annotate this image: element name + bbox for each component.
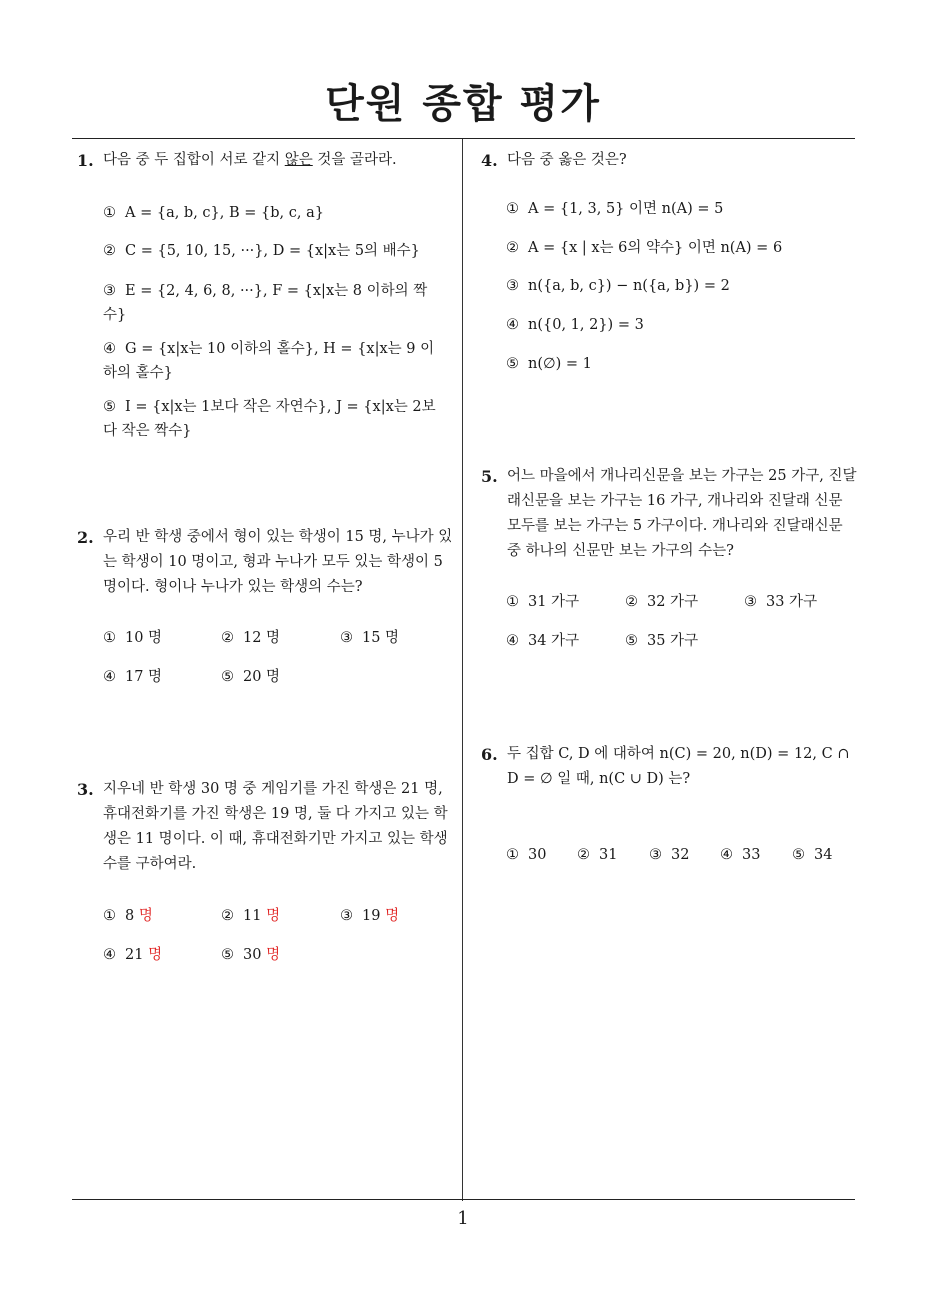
q2-option-3[interactable]: ③ 15 명 [340,630,400,646]
q6-option-2[interactable]: ② 31 [577,847,618,863]
q5-option-5[interactable]: ⑤ 35 가구 [625,633,699,649]
q5-option-4[interactable]: ④ 34 가구 [506,633,580,649]
question-5 [481,464,861,564]
question-number: 5. [481,467,498,486]
unit-label: 명 [266,947,281,963]
question-1 [77,148,457,173]
q2-option-2[interactable]: ② 12 명 [221,630,281,646]
bottom-divider [72,1199,855,1200]
question-text: 우리 반 학생 중에서 형이 있는 학생이 15 명, 누나가 있는 학생이 10 명이고, 형과 누나가 모두 있는 학생이 5 명이다. 형이나 누나가 있는 학생의 수는? [103,529,453,595]
question-text: 어느 마을에서 개나리신문을 보는 가구는 25 가구, 진달래신문을 보는 가구는 16 가구, 개나리와 진달래 신문 모두를 보는 가구는 5 가구이다. 개나리와 진달래신문 중 하나의 신문만 보는 가구의 수는? [507,468,857,559]
unit-label: 명 [266,908,281,924]
q4-option-3[interactable]: ③ n({a, b, c}) − n({a, b}) = 2 [506,278,730,294]
question-text: 다음 중 옳은 것은? [507,152,627,168]
q2-option-1[interactable]: ① 10 명 [103,630,163,646]
question-2 [77,525,457,600]
page-number: 1 [457,1208,469,1229]
question-number: 6. [481,745,498,764]
q3-option-4[interactable]: ④ 21 명 [103,947,163,963]
q1-option-3[interactable]: ③ E = {2, 4, 6, 8, ···}, F = {x|x는 8 이하의 짝수} [103,283,428,323]
question-3 [77,777,457,877]
unit-label: 명 [385,908,400,924]
question-number: 2. [77,528,94,547]
question-number: 1. [77,151,94,170]
q5-option-3[interactable]: ③ 33 가구 [744,594,818,610]
q6-option-1[interactable]: ① 30 [506,847,547,863]
q1-option-4[interactable]: ④ G = {x|x는 10 이하의 홀수}, H = {x|x는 9 이하의 홀수} [103,341,435,381]
question-number: 4. [481,151,498,170]
q4-option-4[interactable]: ④ n({0, 1, 2}) = 3 [506,317,644,333]
q6-option-4[interactable]: ④ 33 [720,847,761,863]
q6-option-3[interactable]: ③ 32 [649,847,690,863]
page-title: 단원 종합 평가 [325,81,601,127]
q4-option-5[interactable]: ⑤ n(∅) = 1 [506,356,592,372]
q5-option-2[interactable]: ② 32 가구 [625,594,699,610]
q5-option-1[interactable]: ① 31 가구 [506,594,580,610]
q1-option-5[interactable]: ⑤ I = {x|x는 1보다 작은 자연수}, J = {x|x는 2보다 작은 짝수} [103,399,436,439]
q3-option-1[interactable]: ① 8 명 [103,908,153,924]
q1-option-2[interactable]: ② C = {5, 10, 15, ···}, D = {x|x는 5의 배수} [103,243,420,259]
q6-option-5[interactable]: ⑤ 34 [792,847,833,863]
q3-option-5[interactable]: ⑤ 30 명 [221,947,281,963]
column-divider [462,139,463,1201]
q2-option-4[interactable]: ④ 17 명 [103,669,163,685]
q2-option-5[interactable]: ⑤ 20 명 [221,669,281,685]
question-6 [481,742,861,792]
question-text: 다음 중 두 집합이 서로 같지 않은 것을 골라라. [103,152,397,168]
q4-option-2[interactable]: ② A = {x | x는 6의 약수} 이면 n(A) = 6 [506,240,783,256]
q3-option-3[interactable]: ③ 19 명 [340,908,400,924]
q3-option-2[interactable]: ② 11 명 [221,908,281,924]
q1-option-1[interactable]: ① A = {a, b, c}, B = {b, c, a} [103,205,324,221]
question-text: 지우네 반 학생 30 명 중 게임기를 가진 학생은 21 명, 휴대전화기를 가진 학생은 19 명, 둘 다 가지고 있는 학생은 11 명이다. 이 때, 휴대전화기만 가지고 있는 학생 수를 구하여라. [103,781,448,872]
top-divider [72,138,855,139]
question-4 [481,148,861,173]
question-text: 두 집합 C, D 에 대하여 n(C) = 20, n(D) = 12, C ∩ D = ∅ 일 때, n(C ∪ D) 는? [507,746,850,787]
unit-label: 명 [138,908,153,924]
q4-option-1[interactable]: ① A = {1, 3, 5} 이면 n(A) = 5 [506,201,724,217]
question-number: 3. [77,780,94,799]
underlined-word: 않은 [284,152,313,168]
unit-label: 명 [148,947,163,963]
